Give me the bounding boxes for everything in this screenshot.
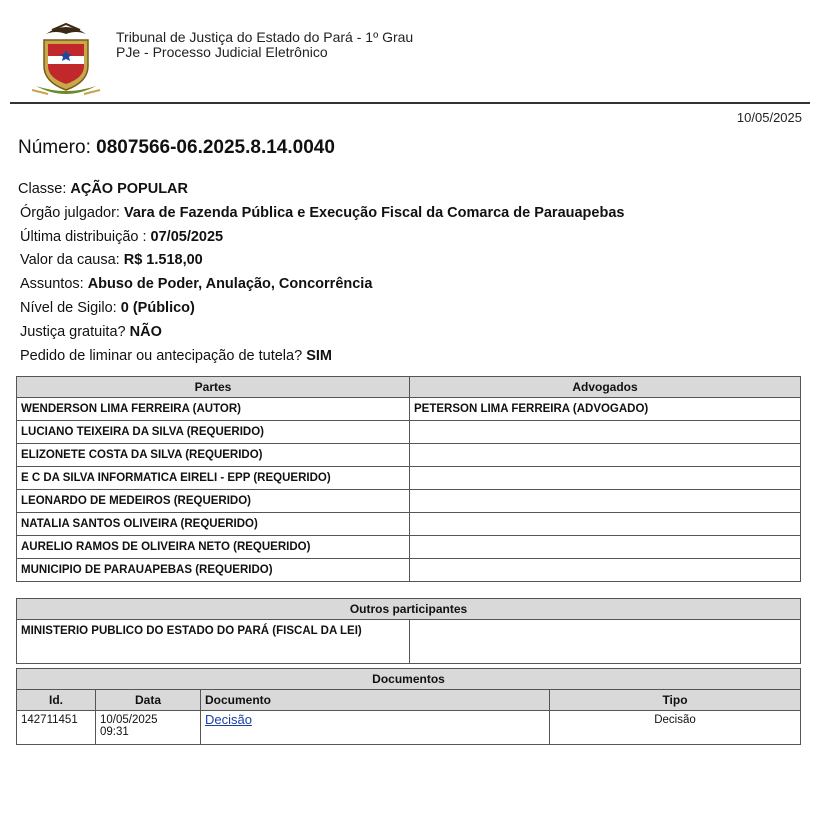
field-valor-causa: Valor da causa: R$ 1.518,00 xyxy=(20,252,203,269)
table-row xyxy=(17,711,801,745)
table-row xyxy=(17,513,801,536)
participant-cell: MINISTERIO PUBLICO DO ESTADO DO PARÁ (FISCAL DA LEI) xyxy=(17,620,410,664)
doc-id: 142711451 xyxy=(17,711,96,745)
field-assuntos: Assuntos: Abuso de Poder, Anulação, Concorrência xyxy=(20,276,373,293)
field-justica-gratuita: Justiça gratuita? NÃO xyxy=(20,323,162,340)
coat-of-arms-logo xyxy=(26,20,106,98)
lawyer-cell xyxy=(410,559,801,582)
document-date: 10/05/2025 xyxy=(736,110,802,125)
lawyer-cell xyxy=(410,536,801,559)
lawyer-cell xyxy=(410,421,801,444)
doc-link-decisao[interactable]: Decisão xyxy=(205,712,252,727)
process-number xyxy=(18,137,335,159)
field-orgao-julgador: Órgão julgador: Vara de Fazenda Pública e Execução Fiscal da Comarca de Parauapebas xyxy=(20,204,625,221)
party-cell: LEONARDO DE MEDEIROS (REQUERIDO) xyxy=(17,490,410,513)
table-row xyxy=(17,398,801,421)
process-number-label: Número: xyxy=(18,137,91,158)
col-documento: Documento xyxy=(201,690,550,711)
court-name: Tribunal de Justiça do Estado do Pará - 1º Grau xyxy=(116,29,414,45)
table-row xyxy=(17,421,801,444)
table-row xyxy=(17,444,801,467)
other-participants-table xyxy=(16,598,801,664)
col-id: Id. xyxy=(17,690,96,711)
col-data: Data xyxy=(96,690,201,711)
other-participants-header: Outros participantes xyxy=(17,599,801,620)
process-number-value: 0807566-06.2025.8.14.0040 xyxy=(96,137,335,158)
documents-header: Documentos xyxy=(17,669,801,690)
doc-name-cell xyxy=(201,711,550,745)
system-name: PJe - Processo Judicial Eletrônico xyxy=(116,44,328,60)
documents-table xyxy=(16,668,801,745)
party-cell: ELIZONETE COSTA DA SILVA (REQUERIDO) xyxy=(17,444,410,467)
table-row xyxy=(17,536,801,559)
table-row xyxy=(17,490,801,513)
participant-lawyer-cell xyxy=(410,620,801,664)
party-cell: AURELIO RAMOS DE OLIVEIRA NETO (REQUERIDO) xyxy=(17,536,410,559)
parties-table xyxy=(16,376,801,582)
lawyers-header: Advogados xyxy=(410,377,801,398)
party-cell: LUCIANO TEIXEIRA DA SILVA (REQUERIDO) xyxy=(17,421,410,444)
table-row xyxy=(17,559,801,582)
field-ultima-distribuicao: Última distribuição : 07/05/2025 xyxy=(20,228,224,245)
page-header xyxy=(0,0,828,104)
field-classe: Classe: AÇÃO POPULAR xyxy=(18,181,189,197)
field-nivel-sigilo: Nível de Sigilo: 0 (Público) xyxy=(20,299,195,316)
lawyer-cell xyxy=(410,490,801,513)
col-tipo: Tipo xyxy=(550,690,801,711)
lawyer-cell xyxy=(410,467,801,490)
doc-date: 10/05/2025 09:31 xyxy=(96,711,201,745)
lawyer-cell: PETERSON LIMA FERREIRA (ADVOGADO) xyxy=(410,398,801,421)
party-cell: NATALIA SANTOS OLIVEIRA (REQUERIDO) xyxy=(17,513,410,536)
lawyer-cell xyxy=(410,444,801,467)
header-divider xyxy=(10,102,810,104)
process-details xyxy=(18,178,624,368)
party-cell: E C DA SILVA INFORMATICA EIRELI - EPP (REQUERIDO) xyxy=(17,467,410,490)
doc-type: Decisão xyxy=(550,711,801,745)
party-cell: WENDERSON LIMA FERREIRA (AUTOR) xyxy=(17,398,410,421)
table-row xyxy=(17,620,801,664)
table-row xyxy=(17,467,801,490)
party-cell: MUNICIPIO DE PARAUAPEBAS (REQUERIDO) xyxy=(17,559,410,582)
lawyer-cell xyxy=(410,513,801,536)
parties-header: Partes xyxy=(17,377,410,398)
field-pedido-liminar: Pedido de liminar ou antecipação de tutela? SIM xyxy=(20,347,332,364)
